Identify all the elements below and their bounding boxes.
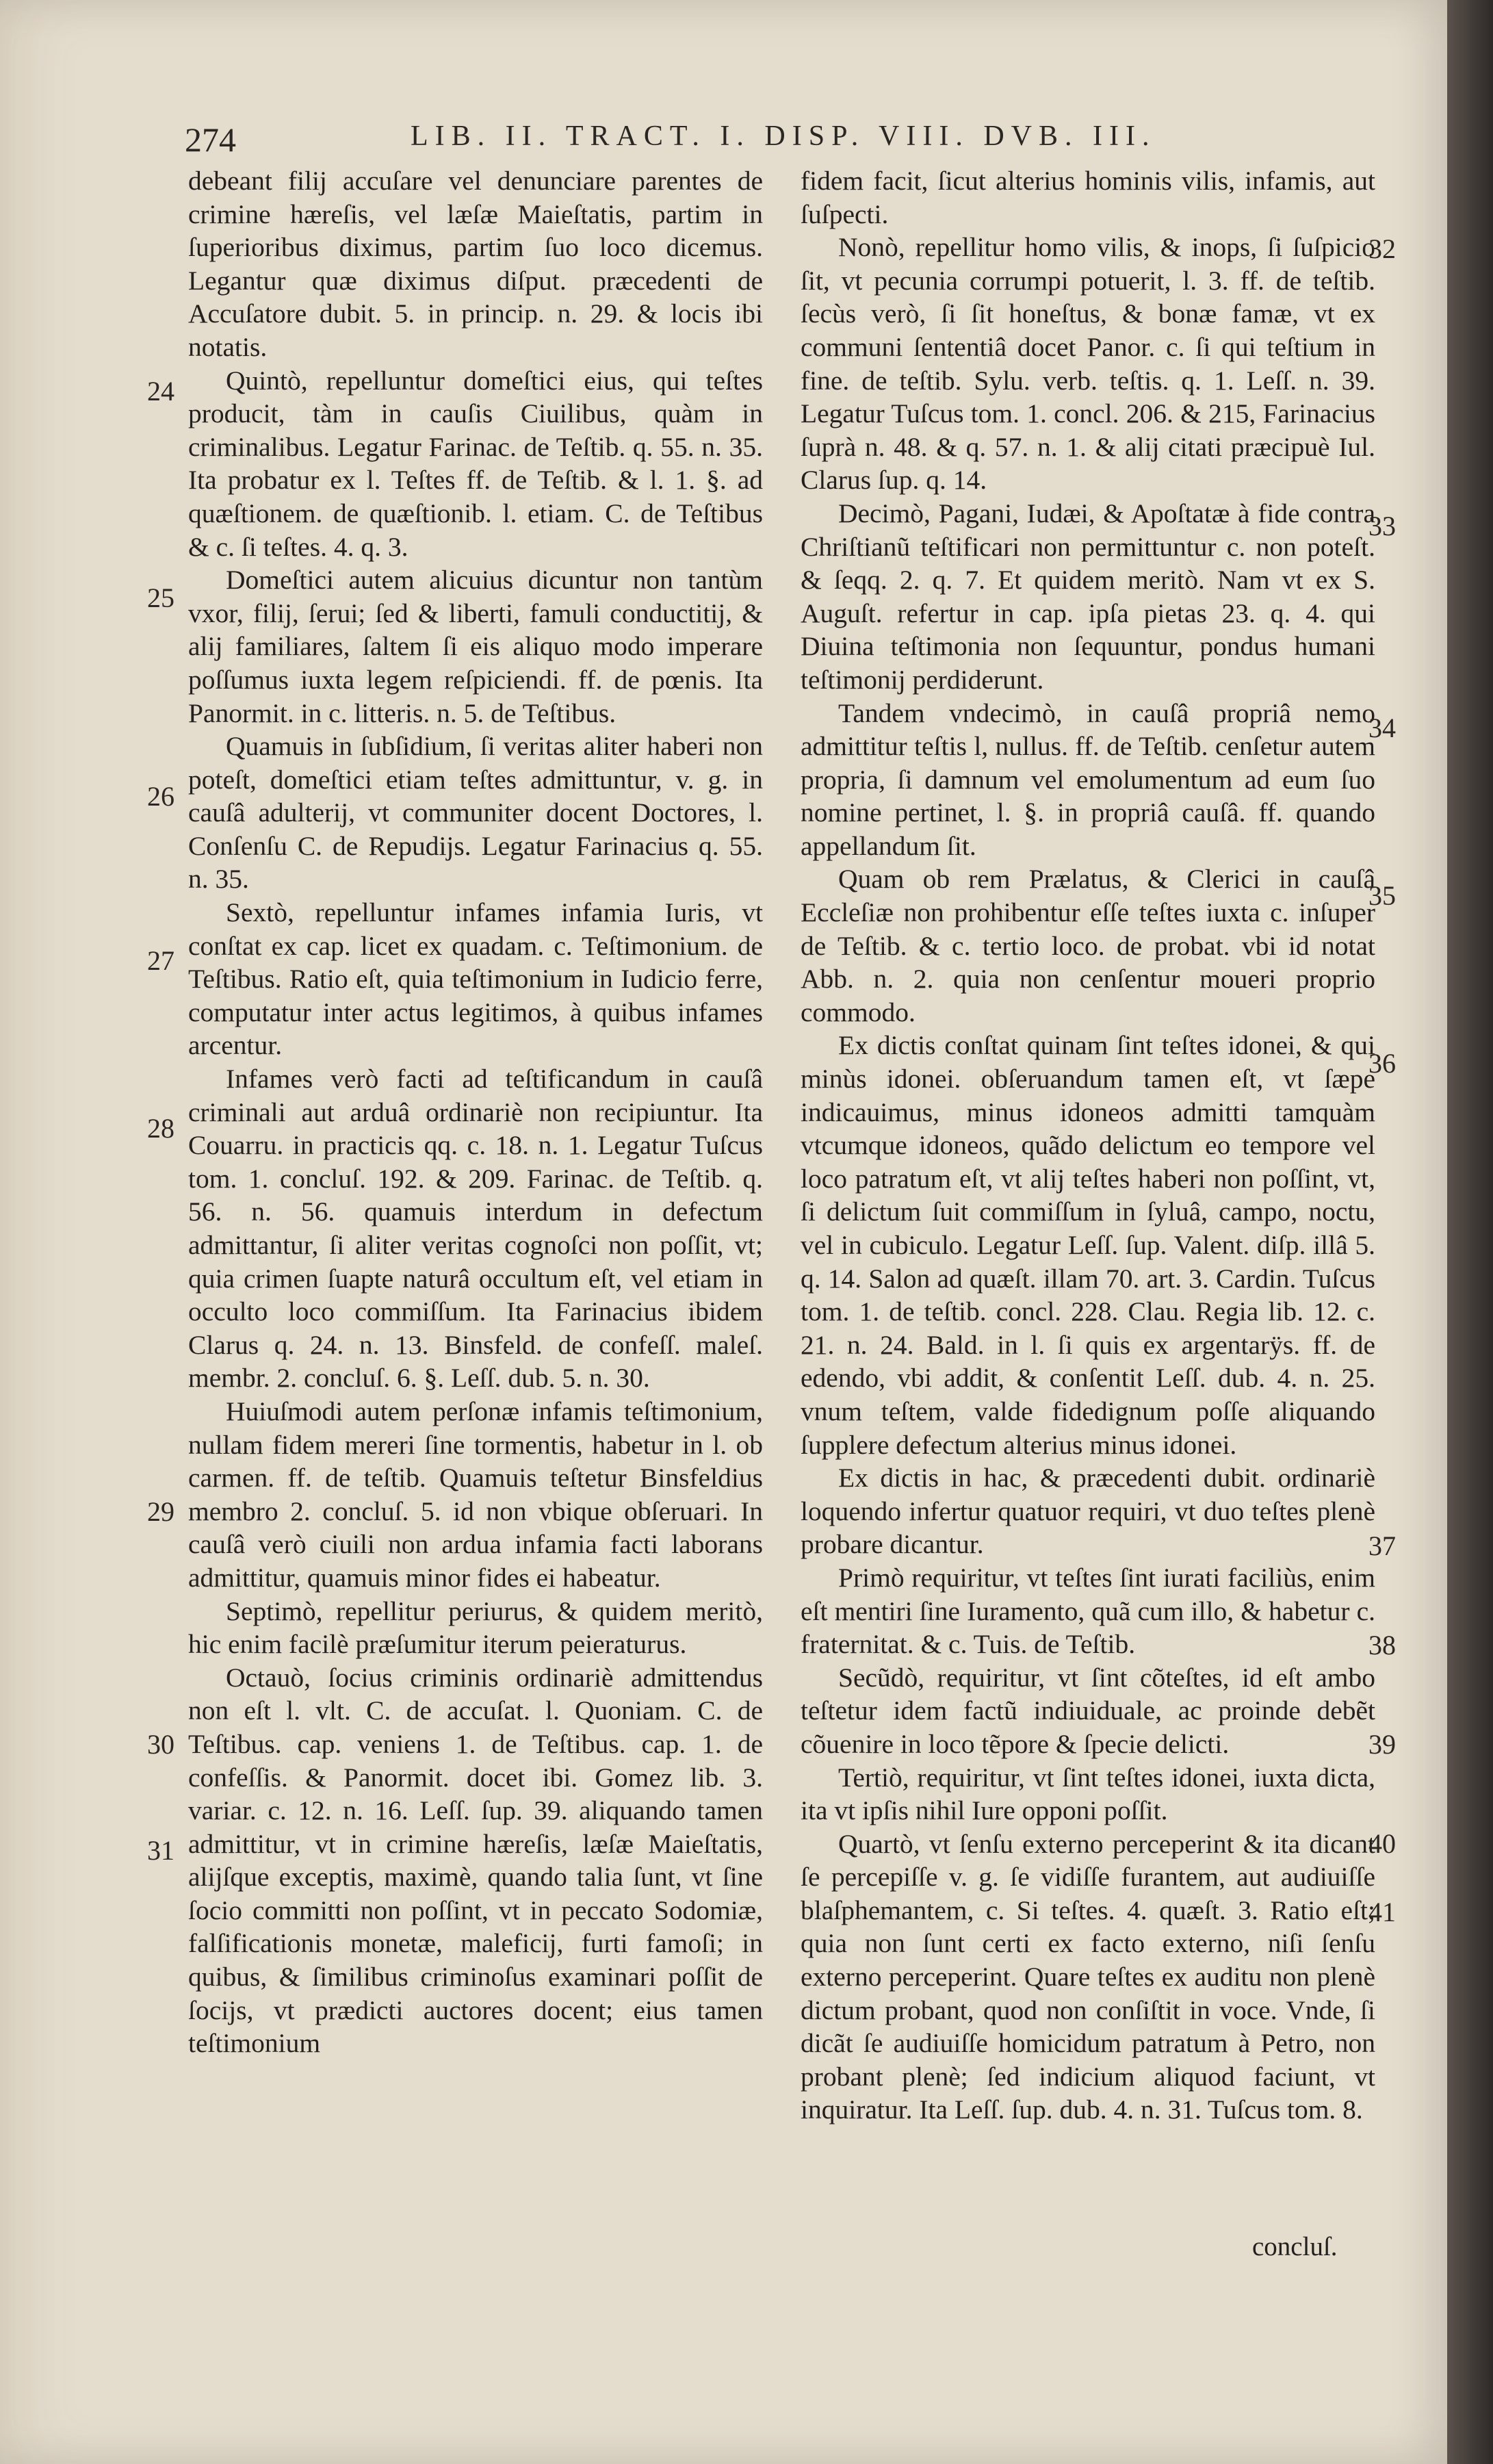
running-head: LIB. II. TRACT. I. DISP. VIII. DVB. III.: [411, 120, 1156, 152]
paragraph: Infames verò facti ad teſtificandum in cauſâ criminali aut arduâ ordinariè non recipiuntur. Ita Couarru. in practicis qq. c. 18. n. 1. Legatur Tuſcus tom. 1. concluſ. 192. & 209. Farinac. de Teſtib. q. 56. n. 56. quamuis interdum in defectum admittantur, ſi aliter veritas cognoſci non poſſit, vt; quia crimen ſuapte naturâ occultum eſt, vel etiam in occulto loco commiſſum. Ita Farinacius ibidem Clarus q. 24. n. 13. Binsfeld. de confeſſ. maleſ. membr. 2. concluſ. 6. §. Leſſ. dub. 5. n. 30.: [188, 1064, 763, 1394]
adjacent-page-edge: [1447, 0, 1493, 2464]
margin-number: 30: [147, 1729, 174, 1760]
paragraph: Ex dictis in hac, & præcedenti dubit. ordinariè loquendo infertur quatuor requiri, vt duo teſtes plenè probare dicantur.: [801, 1463, 1375, 1560]
paragraph: debeant filij accuſare vel denunciare parentes de crimine hæreſis, vel læſæ Maieſtatis, partim in ſuperioribus diximus, partim ſuo loco dicemus. Legantur quæ diximus diſput. præcedenti de Accuſatore dubit. 5. in princip. n. 29. & locis ibi notatis.: [188, 166, 763, 362]
paragraph: Quartò, vt ſenſu externo perceperint & ita dicant ſe percepiſſe v. g. ſe vidiſſe furantem, aut audiuiſſe blaſphemantem, c. Si teſtes. 4. quæſt. 3. Ratio eſt; quia non ſunt certi ex facto externo, niſi ſenſu externo perceperint. Quare teſtes ex auditu non plenè dictum probant, quod non conſiſtit in voce. Vnde, ſi dicãt ſe audiuiſſe homicidum patratum à Petro, non probant plenè; ſed indicium aliquod faciunt, vt inquiratur. Ita Leſſ. ſup. dub. 4. n. 31. Tuſcus tom. 8.: [801, 1828, 1375, 2125]
paragraph: Secũdò, requiritur, vt ſint cõteſtes, id eſt ambo teſtetur idem factũ indiuiduale, ac proinde debẽt cõuenire in loco tẽpore & ſpecie delicti.: [801, 1662, 1375, 1759]
right-column: [801, 164, 1375, 2127]
page-header: [185, 120, 1362, 161]
margin-number: 29: [147, 1496, 174, 1527]
paragraph: Quamuis in ſubſidium, ſi veritas aliter haberi non poteſt, domeſtici etiam teſtes admittuntur, v. g. in cauſâ adulterij, vt communiter docent Doctores, l. Conſenſu C. de Repudijs. Legatur Farinacius q. 55. n. 35.: [188, 731, 763, 895]
paragraph: Octauò, ſocius criminis ordinariè admittendus non eſt l. vlt. C. de accuſat. l. Quoniam. C. de Teſtibus. cap. veniens 1. de Teſtibus. cap. 1. de confeſſis. & Panormit. docet ibi. Gomez lib. 3. variar. c. 12. n. 16. Leſſ. ſup. 39. aliquando tamen admittitur, vt in crimine hæreſis, læſæ Maieſtatis, alijſque exceptis, maximè, quando talia ſunt, vt ſine ſocio committi non poſſint, vt in peccato Sodomiæ, falſificationis monetæ, maleficij, furti famoſi; in quibus, & ſimilibus criminoſus examinari poſſit de ſocijs, vt prædicti auctores docent; eius tamen teſtimonium: [188, 1662, 763, 2059]
paragraph: Tertiò, requiritur, vt ſint teſtes idonei, iuxta dicta, ita vt ipſis nihil Iure opponi poſſit.: [801, 1762, 1375, 1826]
catchword: concluſ.: [1252, 2232, 1338, 2261]
margin-number: 39: [1368, 1729, 1396, 1760]
paragraph: Sextò, repelluntur infames infamia Iuris, vt conſtat ex cap. licet ex quadam. c. Teſtimonium. de Teſtibus. Ratio eſt, quia teſtimonium in Iudicio ferre, computatur inter actus legitimos, à quibus infames arcentur.: [188, 897, 763, 1061]
left-column: [188, 164, 763, 2060]
paragraph: Quam ob rem Prælatus, & Clerici in cauſâ Eccleſiæ non prohibentur eſſe teſtes iuxta c. inſuper de Teſtib. & c. tertio loco. de probat. vbi id notat Abb. n. 2. quia non cenſentur moueri proprio commodo.: [801, 864, 1375, 1027]
paragraph: Decimò, Pagani, Iudæi, & Apoſtatæ à fide contra Chriſtianũ teſtificari non permittuntur c. non poteſt. & ſeqq. 2. q. 7. Et quidem meritò. Nam vt ex S. Auguſt. refertur in cap. ipſa pietas 23. q. 4. qui Diuina teſtimonia non ſequuntur, pondus humani teſtimonij perdiderunt.: [801, 498, 1375, 695]
paragraph: Septimò, repellitur periurus, & quidem meritò, hic enim facilè præſumitur iterum peieraturus.: [188, 1595, 763, 1660]
margin-number: 37: [1368, 1530, 1396, 1561]
paragraph: Primò requiritur, vt teſtes ſint iurati faciliùs, enim eſt mentiri ſine Iuramento, quã cum illo, & habetur c. fraternitat. & c. Tuis. de Teſtib.: [801, 1562, 1375, 1660]
margin-number: 24: [147, 376, 174, 407]
paragraph: Ex dictis conſtat quinam ſint teſtes idonei, & qui minùs idonei. obſeruandum tamen eſt, vt ſæpe indicauimus, minus idoneos admitti tamquàm vtcumque idoneos, quãdo delictum eo tempore vel loco patratum eſt, vt alij teſtes haberi non poſſint, vt, ſi delictum ſuit commiſſum in ſyluâ, campo, noctu, vel in cubiculo. Legatur Leſſ. ſup. Valent. diſp. illâ 5. q. 14. Salon ad quæſt. illam 70. art. 3. Cardin. Tuſcus tom. 1. de teſtib. concl. 228. Clau. Regia lib. 12. c. 21. n. 24. Bald. in l. ſi quis ex argentarÿs. ff. de edendo, vbi addit, & conſentit Leſſ. dub. 4. n. 25. vnum teſtem, valde fidedignum poſſe aliquando ſupplere defectum alterius minus idonei.: [801, 1030, 1375, 1460]
margin-number: 31: [147, 1835, 174, 1866]
margin-number: 25: [147, 582, 174, 613]
paragraph: fidem facit, ſicut alterius hominis vilis, infamis, aut ſuſpecti.: [801, 166, 1375, 229]
paragraph: Tandem vndecimò, in cauſâ propriâ nemo admittitur teſtis l, nullus. ff. de Teſtib. cenſetur autem propria, ſi damnum vel emolumentum ad eum ſuo nomine pertinet, l. §. in propriâ cauſâ. ff. quando appellandum ſit.: [801, 697, 1375, 861]
paragraph: Huiuſmodi autem perſonæ infamis teſtimonium, nullam fidem mereri ſine tormentis, habetur in l. ob carmen. ff. de teſtib. Quamuis teſtetur Binsfeldius membro 2. concluſ. 5. id non vbique obſeruari. In cauſâ verò ciuili non ardua infamia facti laborans admittitur, quamuis minor fides ei habeatur.: [188, 1396, 763, 1593]
margin-number: 26: [147, 781, 174, 812]
paragraph: Nonò, repellitur homo vilis, & inops, ſi ſuſpicio ſit, vt pecunia corrumpi potuerit, l. 3. ff. de teſtib. ſecùs verò, ſi ſit honeſtus, & bonæ famæ, vt ex communi ſententiâ docet Panor. c. ſi qui teſtium in fine. de teſtib. Sylu. verb. teſtis. q. 1. Leſſ. n. 39. Legatur Tuſcus tom. 1. concl. 206. & 215, Farinacius ſuprà n. 48. & q. 57. n. 1. & alij citati præcipuè Iul. Clarus ſup. q. 14.: [801, 232, 1375, 496]
margin-number: 33: [1368, 511, 1396, 541]
margin-number: 27: [147, 945, 174, 976]
paragraph: Domeſtici autem alicuius dicuntur non tantùm vxor, filij, ſerui; ſed & liberti, famuli conductitij, & alij familiares, ſaltem ſi eis aliquo modo imperare poſſumus iuxta legem reſpiciendi. ff. de pœnis. Ita Panormit. in c. litteris. n. 5. de Teſtibus.: [188, 565, 763, 728]
margin-number: 34: [1368, 713, 1396, 743]
margin-number: 35: [1368, 880, 1396, 911]
margin-number: 36: [1368, 1048, 1396, 1079]
folio-number: 274: [185, 120, 236, 159]
paragraph: Quintò, repelluntur domeſtici eius, qui teſtes producit, tàm in cauſis Ciuilibus, quàm in criminalibus. Legatur Farinac. de Teſtib. q. 55. n. 35. Ita probatur ex l. Teſtes ff. de Teſtib. & l. 1. §. ad quæſtionem. de quæſtionib. l. etiam. C. de Teſtibus & c. ſi teſtes. 4. q. 3.: [188, 365, 763, 562]
margin-number: 32: [1368, 233, 1396, 264]
margin-number: 28: [147, 1113, 174, 1144]
margin-number: 38: [1368, 1630, 1396, 1660]
margin-number: 40: [1368, 1828, 1396, 1859]
margin-number: 41: [1368, 1897, 1396, 1927]
